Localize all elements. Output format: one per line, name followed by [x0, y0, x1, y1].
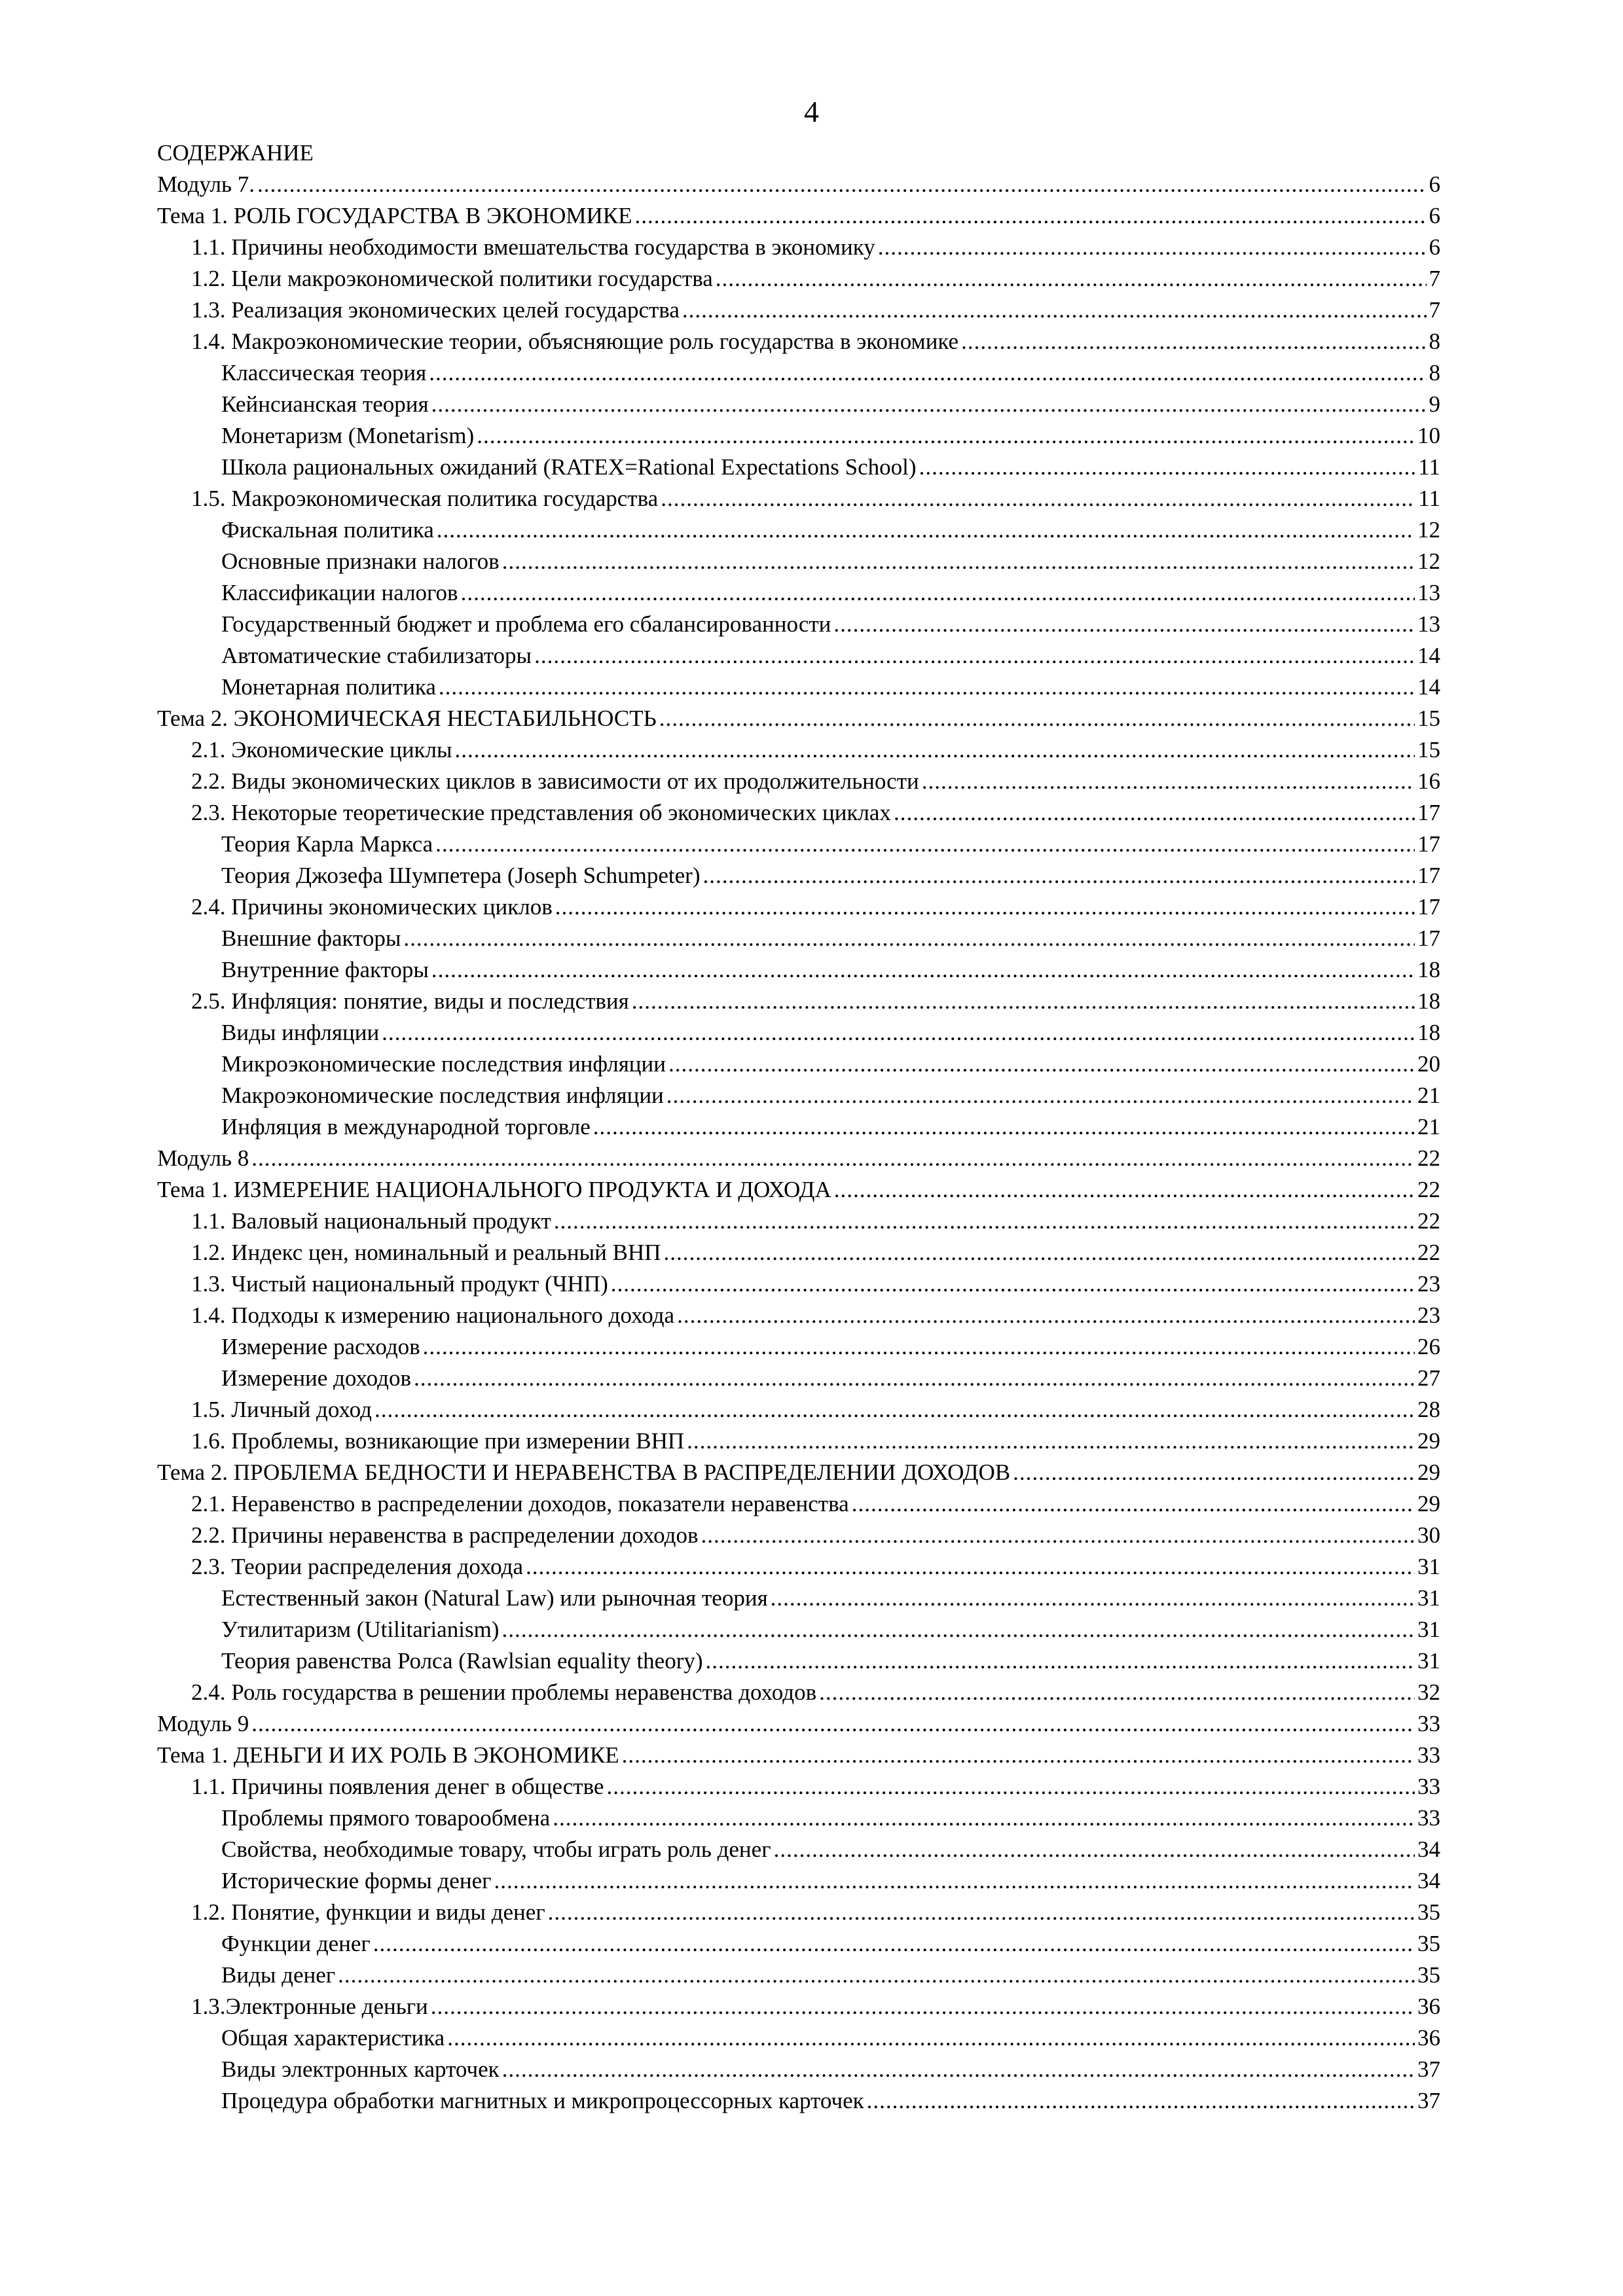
- toc-entry[interactable]: [157, 891, 1440, 923]
- dot-leader: [534, 640, 1415, 672]
- toc-entry[interactable]: [157, 797, 1440, 829]
- toc-entry[interactable]: [157, 1017, 1440, 1049]
- toc-entry-label: 2.1. Экономические циклы: [191, 737, 452, 762]
- toc-entry[interactable]: [157, 546, 1440, 577]
- toc-entry-label: 2.2. Причины неравенства в распределении доходов: [191, 1522, 699, 1548]
- dot-leader: [447, 2022, 1415, 2054]
- dot-leader: [414, 1363, 1415, 1394]
- page-number: 4: [804, 95, 819, 128]
- dot-leader: [659, 703, 1415, 734]
- dot-leader: [771, 1583, 1415, 1614]
- toc-entry[interactable]: [157, 734, 1440, 766]
- toc-entry-page: 6: [1429, 203, 1440, 228]
- toc-entry-label: 1.4. Подходы к измерению национального дохода: [191, 1302, 675, 1328]
- toc-entry-page: 10: [1417, 423, 1440, 448]
- toc-entry-page: 18: [1417, 957, 1440, 982]
- toc-entry-label: Теория Джозефа Шумпетера (Joseph Schumpeter): [221, 863, 701, 888]
- dot-leader: [701, 1520, 1415, 1551]
- toc-entry-page: 17: [1417, 863, 1440, 888]
- table-of-contents: [157, 169, 1440, 2117]
- toc-entry[interactable]: [157, 766, 1440, 797]
- toc-entry-label: Основные признаки налогов: [221, 548, 500, 574]
- toc-entry-label: 1.1. Причины необходимости вмешательства государства в экономику: [191, 234, 875, 260]
- toc-entry-label: Государственный бюджет и проблема его сбалансированности: [221, 611, 831, 637]
- toc-entry-page: 22: [1417, 1177, 1440, 1202]
- dot-leader: [716, 263, 1427, 295]
- toc-entry[interactable]: [157, 2054, 1440, 2085]
- toc-entry-label: Тема 1. ДЕНЬГИ И ИХ РОЛЬ В ЭКОНОМИКЕ: [157, 1742, 619, 1768]
- toc-entry[interactable]: [157, 1991, 1440, 2022]
- dot-leader: [961, 326, 1426, 357]
- toc-entry-label: 1.3.Электронные деньги: [191, 1994, 428, 2019]
- dot-leader: [852, 1488, 1415, 1520]
- toc-entry-label: Классификации налогов: [221, 580, 458, 605]
- toc-entry-page: 18: [1417, 1020, 1440, 1045]
- toc-entry-label: Микроэкономические последствия инфляции: [221, 1051, 666, 1077]
- toc-entry-page: 37: [1417, 2056, 1440, 2082]
- dot-leader: [437, 514, 1415, 546]
- dot-leader: [455, 734, 1415, 766]
- toc-entry[interactable]: [157, 1960, 1440, 1991]
- toc-entry-page: 16: [1417, 768, 1440, 794]
- toc-entry-label: Модуль 9: [157, 1711, 249, 1736]
- dot-leader: [251, 1143, 1415, 1174]
- toc-entry-label: Фискальная политика: [221, 517, 434, 543]
- toc-entry-label: Теория равенства Ролса (Rawlsian equality theory): [221, 1648, 703, 1674]
- toc-entry-label: Свойства, необходимые товару, чтобы играть роль денег: [221, 1837, 771, 1862]
- toc-entry[interactable]: [157, 1645, 1440, 1677]
- toc-entry-page: 21: [1417, 1114, 1440, 1139]
- toc-entry[interactable]: [157, 1206, 1440, 1237]
- toc-entry-page: 12: [1417, 548, 1440, 574]
- toc-entry-label: Классическая теория: [221, 360, 427, 386]
- toc-entry-page: 36: [1417, 1994, 1440, 2019]
- toc-entry-page: 22: [1417, 1240, 1440, 1265]
- dot-leader: [374, 1394, 1415, 1426]
- dot-leader: [668, 1049, 1415, 1080]
- toc-entry-label: Модуль 8: [157, 1145, 249, 1171]
- toc-entry-page: 17: [1417, 894, 1440, 920]
- toc-entry-label: 2.1. Неравенство в распределении доходов, показатели неравенства: [191, 1491, 849, 1516]
- toc-entry-page: 34: [1417, 1868, 1440, 1893]
- toc-entry-page: 13: [1417, 580, 1440, 605]
- toc-entry-page: 33: [1417, 1774, 1440, 1799]
- toc-entry[interactable]: [157, 1834, 1440, 1865]
- toc-entry-label: Монетарная политика: [221, 674, 436, 700]
- toc-entry-label: 1.1. Причины появления денег в обществе: [191, 1774, 604, 1799]
- dot-leader: [494, 1865, 1415, 1897]
- dot-leader: [834, 1174, 1415, 1206]
- toc-entry-page: 17: [1417, 925, 1440, 951]
- dot-leader: [606, 1771, 1415, 1803]
- toc-entry-page: 36: [1417, 2025, 1440, 2051]
- toc-entry-label: 2.2. Виды экономических циклов в зависимости от их продолжительности: [191, 768, 919, 794]
- toc-entry[interactable]: [157, 1363, 1440, 1394]
- toc-entry[interactable]: [157, 1174, 1440, 1206]
- toc-entry-page: 32: [1417, 1679, 1440, 1705]
- dot-leader: [431, 1991, 1415, 2022]
- toc-entry[interactable]: [157, 1771, 1440, 1803]
- toc-entry[interactable]: [157, 1237, 1440, 1268]
- dot-leader: [878, 232, 1427, 263]
- toc-entry[interactable]: [157, 452, 1440, 483]
- toc-entry-label: Тема 1. ИЗМЕРЕНИЕ НАЦИОНАЛЬНОГО ПРОДУКТА И ДОХОДА: [157, 1177, 831, 1202]
- toc-entry-page: 17: [1417, 831, 1440, 857]
- toc-entry-page: 31: [1417, 1554, 1440, 1579]
- toc-entry-page: 35: [1417, 1962, 1440, 1988]
- toc-entry-label: Процедура обработки магнитных и микропроцессорных карточек: [221, 2088, 864, 2113]
- dot-leader: [554, 1206, 1415, 1237]
- toc-entry[interactable]: [157, 483, 1440, 514]
- toc-entry-label: Инфляция в международной торговле: [221, 1114, 591, 1139]
- dot-leader: [593, 1111, 1415, 1143]
- dot-leader: [1013, 1457, 1415, 1488]
- toc-entry[interactable]: [157, 1300, 1440, 1331]
- dot-leader: [706, 1645, 1415, 1677]
- toc-entry-page: 37: [1417, 2088, 1440, 2113]
- dot-leader: [382, 1017, 1415, 1049]
- toc-entry-label: Монетаризм (Monetarism): [221, 423, 475, 448]
- toc-entry-page: 30: [1417, 1522, 1440, 1548]
- toc-entry[interactable]: [157, 986, 1440, 1017]
- toc-entry-page: 9: [1429, 391, 1440, 417]
- toc-entry[interactable]: [157, 263, 1440, 295]
- toc-entry-page: 13: [1417, 611, 1440, 637]
- toc-entry-page: 7: [1429, 266, 1440, 291]
- toc-entry[interactable]: [157, 640, 1440, 672]
- dot-leader: [632, 986, 1415, 1017]
- dot-leader: [403, 923, 1415, 954]
- toc-entry[interactable]: [157, 1143, 1440, 1174]
- toc-entry-page: 12: [1417, 517, 1440, 543]
- toc-entry-label: Функции денег: [221, 1931, 371, 1956]
- toc-entry[interactable]: [157, 577, 1440, 609]
- toc-entry[interactable]: [157, 703, 1440, 734]
- toc-entry[interactable]: [157, 420, 1440, 452]
- toc-entry-label: Утилитаризм (Utilitarianism): [221, 1617, 500, 1642]
- dot-leader: [666, 1080, 1415, 1111]
- toc-entry-label: Проблемы прямого товарообмена: [221, 1805, 551, 1831]
- dot-leader: [435, 829, 1415, 860]
- toc-entry-page: 11: [1418, 454, 1440, 480]
- toc-entry-page: 23: [1417, 1302, 1440, 1328]
- toc-entry-label: 2.3. Теории распределения дохода: [191, 1554, 524, 1579]
- toc-entry-page: 11: [1418, 486, 1440, 511]
- toc-entry-page: 26: [1417, 1334, 1440, 1359]
- dot-leader: [555, 891, 1415, 923]
- dot-leader: [431, 954, 1415, 986]
- dot-leader: [429, 357, 1426, 389]
- toc-entry[interactable]: [157, 1488, 1440, 1520]
- toc-entry[interactable]: [157, 295, 1440, 326]
- toc-entry[interactable]: [157, 860, 1440, 891]
- toc-entry[interactable]: [157, 1708, 1440, 1740]
- toc-entry-label: Исторические формы денег: [221, 1868, 492, 1893]
- toc-entry[interactable]: [157, 326, 1440, 357]
- dot-leader: [833, 609, 1415, 640]
- toc-entry[interactable]: [157, 169, 1440, 200]
- toc-entry-label: 2.4. Роль государства в решении проблемы неравенства доходов: [191, 1679, 817, 1705]
- toc-entry-page: 27: [1417, 1365, 1440, 1391]
- dot-leader: [682, 295, 1427, 326]
- toc-entry-label: Виды электронных карточек: [221, 2056, 500, 2082]
- dot-leader: [502, 546, 1415, 577]
- toc-entry[interactable]: [157, 1394, 1440, 1426]
- toc-entry-label: Естественный закон (Natural Law) или рыночная теория: [221, 1585, 768, 1611]
- toc-entry-page: 35: [1417, 1899, 1440, 1925]
- toc-entry-page: 31: [1417, 1648, 1440, 1674]
- toc-entry[interactable]: [157, 200, 1440, 232]
- toc-entry-page: 22: [1417, 1208, 1440, 1234]
- toc-entry-page: 6: [1429, 234, 1440, 260]
- dot-leader: [635, 200, 1427, 232]
- toc-entry[interactable]: [157, 1331, 1440, 1363]
- toc-entry[interactable]: [157, 1520, 1440, 1551]
- toc-entry-label: Внутренние факторы: [221, 957, 429, 982]
- toc-entry-page: 7: [1429, 297, 1440, 323]
- toc-entry[interactable]: [157, 1803, 1440, 1834]
- toc-entry-label: Тема 1. РОЛЬ ГОСУДАРСТВА В ЭКОНОМИКЕ: [157, 203, 632, 228]
- toc-entry[interactable]: [157, 389, 1440, 420]
- toc-entry-label: Виды денег: [221, 1962, 336, 1988]
- toc-entry-page: 17: [1417, 800, 1440, 825]
- toc-entry-label: Общая характеристика: [221, 2025, 445, 2051]
- toc-entry-label: Внешние факторы: [221, 925, 401, 951]
- toc-entry-label: 1.4. Макроэкономические теории, объясняющие роль государства в экономике: [191, 329, 959, 354]
- dot-leader: [553, 1803, 1415, 1834]
- toc-entry[interactable]: [157, 1740, 1440, 1771]
- toc-entry[interactable]: [157, 1583, 1440, 1614]
- dot-leader: [477, 420, 1415, 452]
- toc-entry-label: 1.1. Валовый национальный продукт: [191, 1208, 551, 1234]
- toc-entry[interactable]: [157, 954, 1440, 986]
- toc-entry-label: Тема 2. ПРОБЛЕМА БЕДНОСТИ И НЕРАВЕНСТВА В РАСПРЕДЕЛЕНИИ ДОХОДОВ: [157, 1460, 1011, 1485]
- toc-entry-page: 29: [1417, 1491, 1440, 1516]
- toc-entry-page: 33: [1417, 1742, 1440, 1768]
- toc-entry[interactable]: [157, 2085, 1440, 2117]
- toc-entry[interactable]: [157, 1268, 1440, 1300]
- dot-leader: [611, 1268, 1415, 1300]
- toc-entry[interactable]: [157, 1551, 1440, 1583]
- toc-entry[interactable]: [157, 1426, 1440, 1457]
- toc-entry[interactable]: [157, 1897, 1440, 1928]
- dot-leader: [257, 169, 1427, 200]
- dot-leader: [664, 1237, 1415, 1268]
- toc-entry-page: 8: [1429, 329, 1440, 354]
- toc-entry-page: 20: [1417, 1051, 1440, 1077]
- toc-entry[interactable]: [157, 2022, 1440, 2054]
- toc-entry-label: 1.3. Реализация экономических целей государства: [191, 297, 680, 323]
- toc-entry-page: 28: [1417, 1397, 1440, 1422]
- toc-entry-page: 6: [1429, 171, 1440, 197]
- dot-leader: [373, 1928, 1415, 1960]
- toc-entry-label: Автоматические стабилизаторы: [221, 643, 532, 668]
- toc-entry[interactable]: [157, 672, 1440, 703]
- toc-entry[interactable]: [157, 1928, 1440, 1960]
- toc-entry-page: 29: [1417, 1428, 1440, 1454]
- toc-entry-label: 1.3. Чистый национальный продукт (ЧНП): [191, 1271, 608, 1297]
- toc-entry-label: 1.2. Индекс цен, номинальный и реальный ВНП: [191, 1240, 661, 1265]
- dot-leader: [922, 766, 1415, 797]
- dot-leader: [461, 577, 1415, 609]
- toc-entry-page: 35: [1417, 1931, 1440, 1956]
- toc-entry-label: Кейнсианская теория: [221, 391, 429, 417]
- dot-leader: [431, 389, 1427, 420]
- toc-entry[interactable]: [157, 1457, 1440, 1488]
- toc-entry-page: 31: [1417, 1585, 1440, 1611]
- dot-leader: [774, 1834, 1415, 1865]
- toc-entry-label: Модуль 7.: [157, 171, 255, 197]
- dot-leader: [687, 1426, 1415, 1457]
- toc-entry-page: 21: [1417, 1083, 1440, 1108]
- toc-entry-page: 14: [1417, 674, 1440, 700]
- toc-entry-page: 15: [1417, 706, 1440, 731]
- toc-entry[interactable]: [157, 609, 1440, 640]
- dot-leader: [622, 1740, 1415, 1771]
- toc-entry-page: 22: [1417, 1145, 1440, 1171]
- toc-entry-page: 18: [1417, 988, 1440, 1014]
- toc-entry-label: Макроэкономические последствия инфляции: [221, 1083, 664, 1108]
- toc-entry[interactable]: [157, 1614, 1440, 1645]
- toc-entry-label: Школа рациональных ожиданий (RATEX=Rational Expectations School): [221, 454, 917, 480]
- dot-leader: [251, 1708, 1415, 1740]
- toc-entry-label: 2.4. Причины экономических циклов: [191, 894, 553, 920]
- toc-entry-page: 34: [1417, 1837, 1440, 1862]
- toc-entry[interactable]: [157, 357, 1440, 389]
- toc-entry[interactable]: [157, 1865, 1440, 1897]
- toc-entry[interactable]: [157, 1049, 1440, 1080]
- toc-entry[interactable]: [157, 923, 1440, 954]
- toc-entry-label: 1.2. Понятие, функции и виды денег: [191, 1899, 545, 1925]
- toc-entry-page: 33: [1417, 1711, 1440, 1736]
- dot-leader: [919, 452, 1416, 483]
- toc-entry[interactable]: [157, 232, 1440, 263]
- toc-entry[interactable]: [157, 514, 1440, 546]
- toc-entry-label: 1.2. Цели макроэкономической политики государства: [191, 266, 713, 291]
- dot-leader: [501, 1614, 1415, 1645]
- toc-entry-label: 2.3. Некоторые теоретические представления об экономических циклах: [191, 800, 891, 825]
- dot-leader: [867, 2085, 1415, 2117]
- dot-leader: [439, 672, 1415, 703]
- dot-leader: [548, 1897, 1415, 1928]
- toc-entry-label: 1.6. Проблемы, возникающие при измерении ВНП: [191, 1428, 685, 1454]
- toc-entry[interactable]: [157, 829, 1440, 860]
- toc-entry-page: 23: [1417, 1271, 1440, 1297]
- toc-entry-page: 15: [1417, 737, 1440, 762]
- toc-entry[interactable]: [157, 1080, 1440, 1111]
- toc-entry-label: 2.5. Инфляция: понятие, виды и последствия: [191, 988, 629, 1014]
- toc-entry-page: 14: [1417, 643, 1440, 668]
- dot-leader: [502, 2054, 1415, 2085]
- toc-entry-label: 1.5. Макроэкономическая политика государства: [191, 486, 659, 511]
- dot-leader: [338, 1960, 1415, 1991]
- toc-entry-page: 31: [1417, 1617, 1440, 1642]
- toc-entry-label: Теория Карла Маркса: [221, 831, 433, 857]
- dot-leader: [894, 797, 1415, 829]
- toc-entry-label: Виды инфляции: [221, 1020, 380, 1045]
- dot-leader: [661, 483, 1415, 514]
- toc-entry-label: Измерение доходов: [221, 1365, 411, 1391]
- toc-entry-label: 1.5. Личный доход: [191, 1397, 372, 1422]
- dot-leader: [423, 1331, 1415, 1363]
- toc-entry-label: Измерение расходов: [221, 1334, 420, 1359]
- dot-leader: [819, 1677, 1415, 1708]
- toc-entry[interactable]: [157, 1677, 1440, 1708]
- toc-entry-page: 33: [1417, 1805, 1440, 1831]
- toc-entry[interactable]: [157, 1111, 1440, 1143]
- dot-leader: [526, 1551, 1415, 1583]
- toc-entry-page: 29: [1417, 1460, 1440, 1485]
- toc-entry-page: 8: [1429, 360, 1440, 386]
- toc-title: СОДЕРЖАНИЕ: [157, 140, 314, 166]
- dot-leader: [677, 1300, 1415, 1331]
- dot-leader: [702, 860, 1415, 891]
- toc-entry-label: Тема 2. ЭКОНОМИЧЕСКАЯ НЕСТАБИЛЬНОСТЬ: [157, 706, 657, 731]
